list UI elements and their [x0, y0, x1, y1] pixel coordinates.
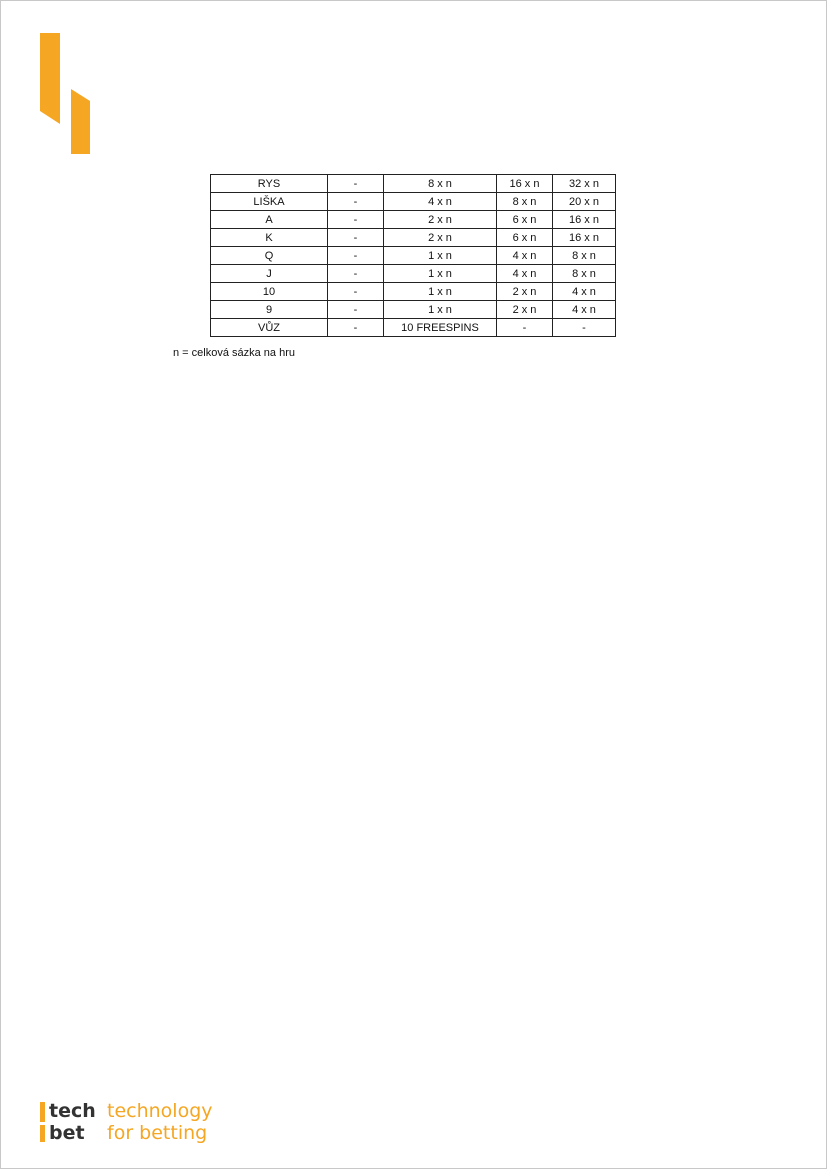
table-cell: 4 x n — [384, 193, 497, 211]
table-cell: K — [211, 229, 328, 247]
footnote: n = celková sázka na hru — [173, 347, 295, 359]
table-cell: 16 x n — [553, 211, 616, 229]
table-cell: - — [497, 319, 553, 337]
paytable — [210, 174, 616, 337]
table-cell: Q — [211, 247, 328, 265]
table-row — [211, 301, 616, 319]
table-cell: - — [328, 175, 384, 193]
table-cell: 4 x n — [497, 247, 553, 265]
table-cell: 20 x n — [553, 193, 616, 211]
table-row — [211, 211, 616, 229]
table-cell: 16 x n — [553, 229, 616, 247]
table-cell: 1 x n — [384, 283, 497, 301]
paytable-body — [211, 175, 616, 337]
table-cell: 1 x n — [384, 265, 497, 283]
table-cell: 1 x n — [384, 301, 497, 319]
table-cell: 8 x n — [384, 175, 497, 193]
table-cell: 16 x n — [497, 175, 553, 193]
table-cell: - — [328, 211, 384, 229]
table-row — [211, 229, 616, 247]
table-cell: 2 x n — [384, 211, 497, 229]
table-cell: 8 x n — [553, 247, 616, 265]
table-row — [211, 283, 616, 301]
table-cell: J — [211, 265, 328, 283]
table-cell: 2 x n — [497, 301, 553, 319]
logo-icon — [40, 33, 92, 155]
table-cell: A — [211, 211, 328, 229]
table-cell: VŮZ — [211, 319, 328, 337]
table-cell: - — [328, 283, 384, 301]
table-cell: 9 — [211, 301, 328, 319]
table-row — [211, 193, 616, 211]
table-cell: 2 x n — [384, 229, 497, 247]
footer-logo — [40, 1100, 240, 1146]
table-cell: 4 x n — [553, 301, 616, 319]
table-row — [211, 175, 616, 193]
table-cell: 1 x n — [384, 247, 497, 265]
table-cell: LIŠKA — [211, 193, 328, 211]
table-cell: 8 x n — [497, 193, 553, 211]
table-cell: 32 x n — [553, 175, 616, 193]
table-cell: 6 x n — [497, 229, 553, 247]
table-cell: - — [553, 319, 616, 337]
table-cell: 4 x n — [497, 265, 553, 283]
table-row — [211, 319, 616, 337]
table-cell: RYS — [211, 175, 328, 193]
logo-bar-icon — [40, 1125, 45, 1142]
table-cell: 6 x n — [497, 211, 553, 229]
logo-word-bet: bet — [49, 1122, 85, 1144]
table-cell: 10 FREESPINS — [384, 319, 497, 337]
table-cell: - — [328, 265, 384, 283]
table-row — [211, 247, 616, 265]
table-cell: - — [328, 193, 384, 211]
table-cell: 2 x n — [497, 283, 553, 301]
table-cell: - — [328, 301, 384, 319]
table-cell: - — [328, 319, 384, 337]
table-row — [211, 265, 616, 283]
table-cell: 4 x n — [553, 283, 616, 301]
logo-tagline-1: technology — [107, 1100, 213, 1122]
table-cell: 8 x n — [553, 265, 616, 283]
table-cell: 10 — [211, 283, 328, 301]
logo-bar-icon — [40, 1102, 45, 1122]
logo-tagline-2: for betting — [107, 1122, 208, 1144]
logo-word-tech: tech — [49, 1100, 96, 1122]
table-cell: - — [328, 247, 384, 265]
table-cell: - — [328, 229, 384, 247]
